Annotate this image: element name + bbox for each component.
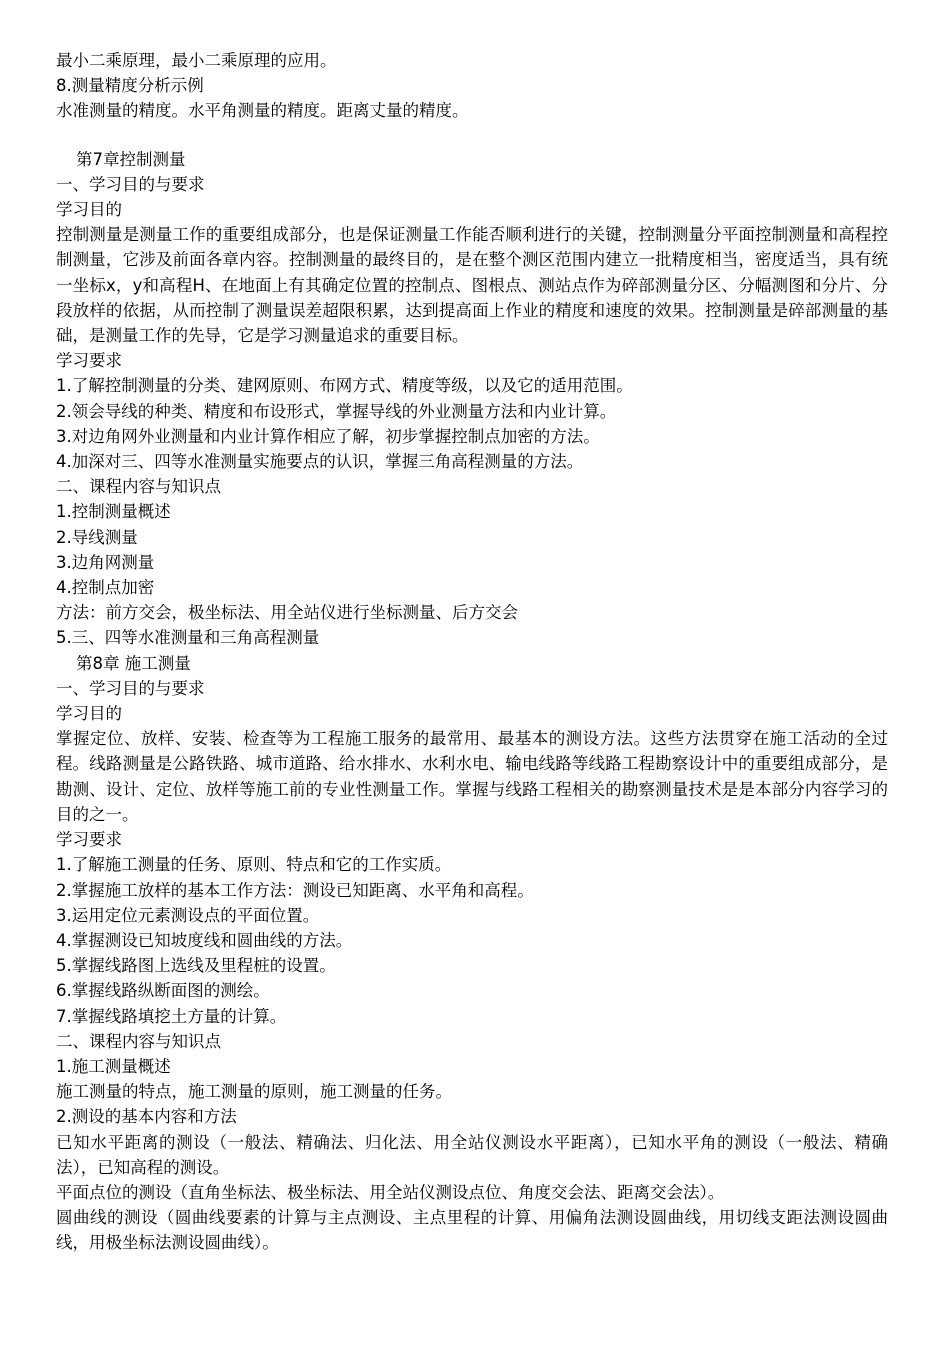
list-item: 1.了解控制测量的分类、建网原则、布网方式、精度等级，以及它的适用范围。 [56,376,633,396]
text-line: 方法：前方交会，极坐标法、用全站仪进行坐标测量、后方交会 [56,603,518,623]
list-item: 2.测设的基本内容和方法 [56,1107,237,1127]
list-item: 1.了解施工测量的任务、原则、特点和它的工作实质。 [56,855,452,875]
document-page [56,48,896,1256]
list-item: 3.边角网测量 [56,552,155,572]
list-item: 2.掌握施工放样的基本工作方法：测设已知距离、水平角和高程。 [56,880,534,900]
list-item: 4.加深对三、四等水准测量实施要点的认识，掌握三角高程测量的方法。 [56,452,584,472]
subsection-heading: 学习目的 [56,200,122,220]
section-heading: 二、课程内容与知识点 [56,1031,221,1051]
list-item: 5.掌握线路图上选线及里程桩的设置。 [56,956,336,976]
paragraph: 平面点位的测设（直角坐标法、极坐标法、用全站仪测设点位、角度交会法、距离交会法）。 [56,1182,725,1202]
subsection-heading: 学习要求 [56,830,122,850]
text-line: 最小二乘原理，最小二乘原理的应用。 [56,51,337,70]
list-item: 4.掌握测设已知坡度线和圆曲线的方法。 [56,930,353,950]
section-heading: 8.测量精度分析示例 [56,76,204,96]
spacer [56,124,896,147]
chapter-8-title: 第8章 施工测量 [76,653,191,673]
list-item: 3.运用定位元素测设点的平面位置。 [56,905,320,925]
chapter-7-title: 第7章控制测量 [76,149,186,169]
list-item: 1.施工测量概述 [56,1056,171,1076]
list-item: 5.三、四等水准测量和三角高程测量 [56,628,320,648]
subsection-heading: 学习目的 [56,704,122,724]
list-item: 6.掌握线路纵断面图的测绘。 [56,981,270,1001]
paragraph: 控制测量是测量工作的重要组成部分，也是保证测量工作能否顺利进行的关键，控制测量分平面控制测量和高程控制测量，它涉及前面各章内容。控制测量的最终目的，是在整个测区范围内建立一批精度相当，密度适当，具有统一坐标x，y和高程H、在地面上有其确定位置的控制点、图根点、测站点作为碎部测量分区、分幅测图和分片、分段放样的依据，从而控制了测量误差超限积累，达到提高面上作业的精度和速度的效果。控制测量是碎部测量的基础，是测量工作的先导，它是学习测量追求的重要目标。 [56,225,888,346]
list-item: 7.掌握线路填挖土方量的计算。 [56,1006,287,1026]
text-line: 水准测量的精度。水平角测量的精度。距离丈量的精度。 [56,101,469,121]
subsection-heading: 学习要求 [56,351,122,371]
list-item: 1.控制测量概述 [56,502,171,522]
list-item: 3.对边角网外业测量和内业计算作相应了解，初步掌握控制点加密的方法。 [56,426,600,446]
section-heading: 一、学习目的与要求 [56,174,205,194]
text-line: 施工测量的特点，施工测量的原则，施工测量的任务。 [56,1082,452,1102]
paragraph: 已知水平距离的测设（一般法、精确法、归化法、用全站仪测设水平距离），已知水平角的测设（一般法、精确法），已知高程的测设。 [56,1132,888,1177]
section-heading: 二、课程内容与知识点 [56,477,221,497]
list-item: 4.控制点加密 [56,578,155,598]
list-item: 2.领会导线的种类、精度和布设形式，掌握导线的外业测量方法和内业计算。 [56,401,617,421]
list-item: 2.导线测量 [56,527,138,547]
paragraph: 圆曲线的测设（圆曲线要素的计算与主点测设、主点里程的计算、用偏角法测设圆曲线，用切线支距法测设圆曲线，用极坐标法测设圆曲线）。 [56,1208,888,1253]
paragraph: 掌握定位、放样、安装、检查等为工程施工服务的最常用、最基本的测设方法。这些方法贯穿在施工活动的全过程。线路测量是公路铁路、城市道路、给水排水、水利水电、输电线路等线路工程勘察设计中的重要组成部分，是勘测、设计、定位、放样等施工前的专业性测量工作。掌握与线路工程相关的勘察测量技术是是本部分内容学习的目的之一。 [56,729,888,824]
section-heading: 一、学习目的与要求 [56,678,205,698]
